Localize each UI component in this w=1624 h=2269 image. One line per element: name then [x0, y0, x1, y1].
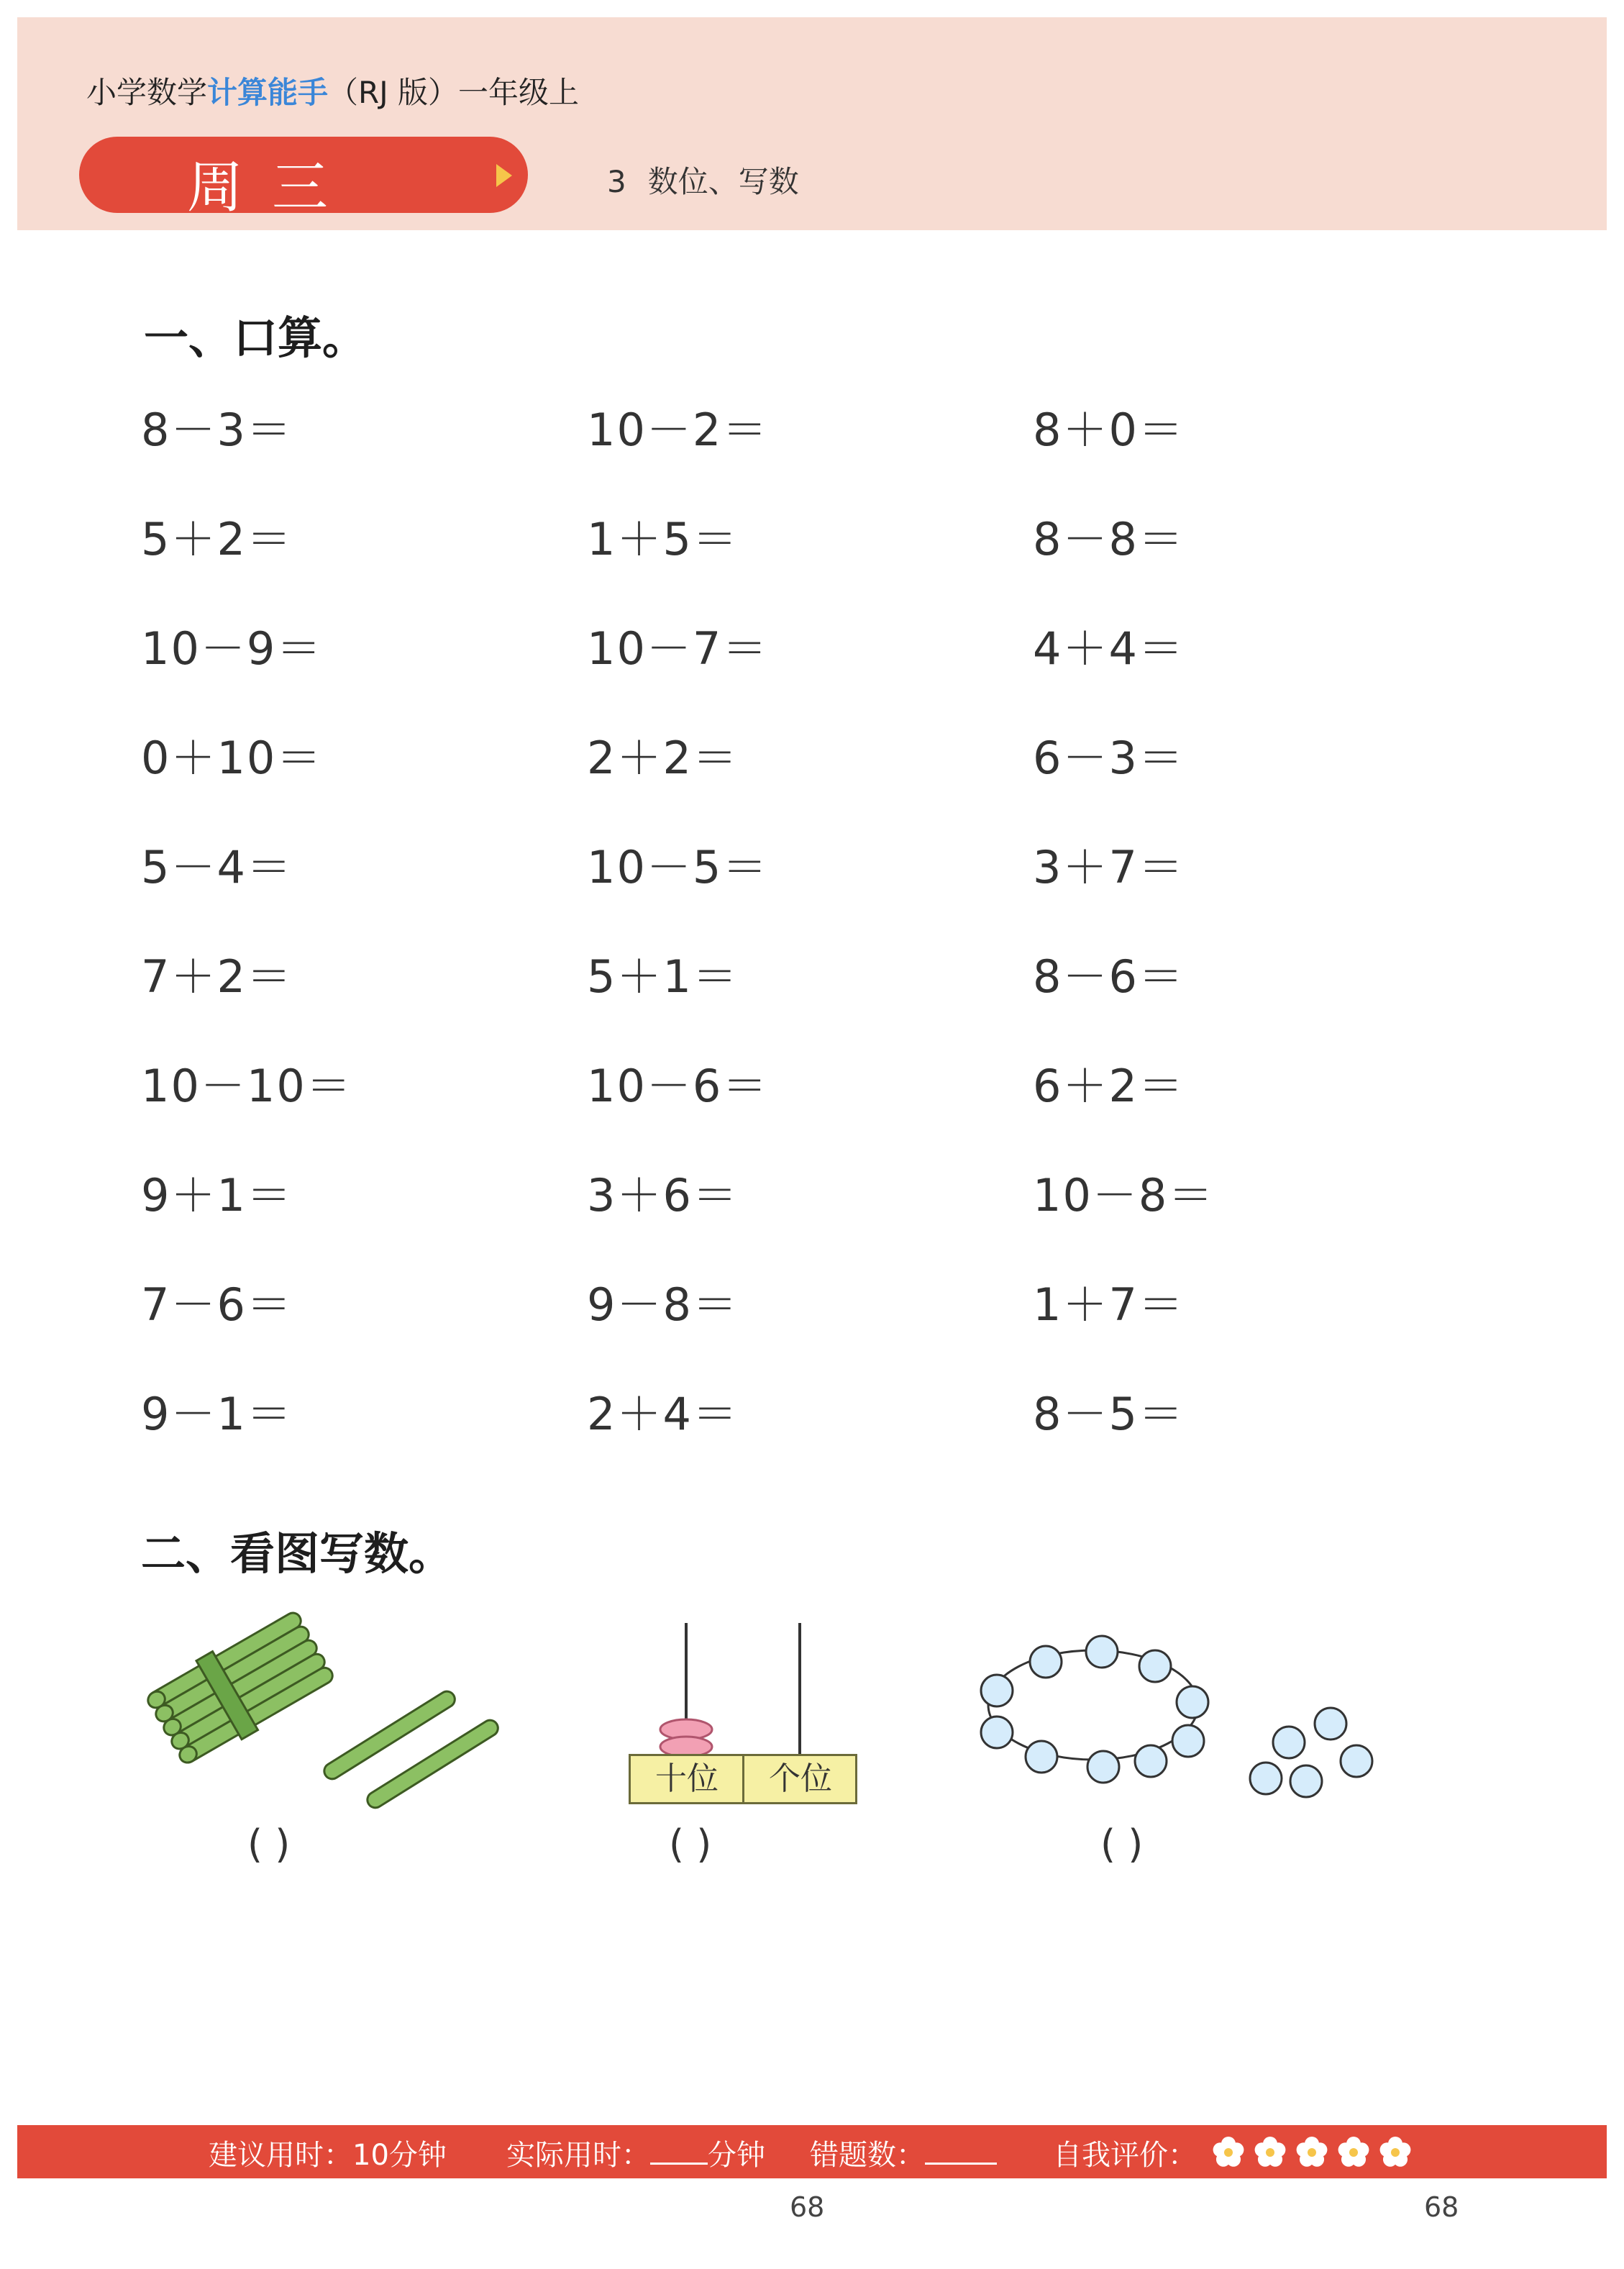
- circle: [1030, 1646, 1062, 1678]
- ring-circles: [981, 1636, 1208, 1783]
- flower-rating-icon[interactable]: [1253, 2135, 1287, 2170]
- circle: [1250, 1763, 1282, 1794]
- math-problem: 6＋2＝: [1033, 1060, 1185, 1112]
- circle: [1177, 1686, 1208, 1718]
- flower-rating-icon[interactable]: [1378, 2135, 1413, 2170]
- math-problem: 8－3＝: [141, 404, 293, 456]
- circle: [1086, 1636, 1118, 1668]
- answer-blank-abacus[interactable]: ( ): [669, 1822, 712, 1867]
- circle: [1135, 1745, 1167, 1777]
- math-problem: 5＋1＝: [587, 950, 739, 1003]
- self-evaluation-flowers: [1211, 2135, 1413, 2170]
- section-2-title: 二、看图写数。: [141, 1527, 454, 1580]
- tens-place-label: 十位: [655, 1760, 719, 1797]
- math-problem: 2＋4＝: [587, 1388, 739, 1440]
- page-number-right: 68: [1424, 2191, 1459, 2223]
- math-problem: 3＋7＝: [1033, 841, 1185, 893]
- circle: [1341, 1745, 1372, 1777]
- circle: [1087, 1751, 1119, 1783]
- math-problem: 10－5＝: [587, 841, 769, 893]
- day-badge: [79, 137, 528, 220]
- math-problem: 10－7＝: [587, 622, 769, 675]
- actual-time-label: 实际用时：: [506, 2139, 650, 2172]
- math-problem: 9－1＝: [141, 1388, 293, 1440]
- circle: [1172, 1725, 1204, 1757]
- math-problem: 8－5＝: [1033, 1388, 1185, 1440]
- math-problem: 10－9＝: [141, 622, 323, 675]
- math-problem: 6－3＝: [1033, 732, 1185, 784]
- math-problem: 8＋0＝: [1033, 404, 1185, 456]
- mental-math-grid: [141, 394, 1292, 1488]
- flower-rating-icon[interactable]: [1336, 2135, 1371, 2170]
- math-problem: 9＋1＝: [141, 1169, 293, 1222]
- circle: [1026, 1741, 1057, 1773]
- book-title-prefix: 小学数学: [86, 75, 208, 110]
- circles-figure: [975, 1633, 1378, 1813]
- circle: [981, 1716, 1013, 1748]
- math-problem: 4＋4＝: [1033, 622, 1185, 675]
- actual-time-unit: 分钟: [708, 2139, 765, 2172]
- stick-bundle: [142, 1605, 339, 1770]
- day-label: 周三: [187, 155, 357, 220]
- abacus-figure: [629, 1623, 857, 1757]
- math-problem: 5－4＝: [141, 841, 293, 893]
- lesson-heading: [607, 158, 799, 201]
- footer-bar: [17, 2125, 1607, 2178]
- math-problem: 1＋5＝: [587, 513, 739, 565]
- ones-place-label: 个位: [769, 1760, 832, 1797]
- error-count: [810, 2132, 997, 2173]
- math-problem: 9－8＝: [587, 1278, 739, 1331]
- book-title: [86, 69, 579, 112]
- math-problem: 7＋2＝: [141, 950, 293, 1003]
- flower-rating-icon[interactable]: [1211, 2135, 1246, 2170]
- self-evaluation-label: 自我评价：: [1053, 2139, 1197, 2172]
- flower-rating-icon[interactable]: [1295, 2135, 1329, 2170]
- actual-time-blank[interactable]: [650, 2138, 708, 2165]
- suggested-time: 建议用时：10分钟: [209, 2139, 447, 2172]
- page-number-left: 68: [790, 2191, 825, 2223]
- math-problem: 0＋10＝: [141, 732, 323, 784]
- book-title-highlight: 计算能手: [207, 75, 329, 110]
- actual-time: [506, 2132, 765, 2173]
- circle: [981, 1675, 1013, 1706]
- loose-circles: [1250, 1708, 1372, 1797]
- page-header: [17, 17, 1607, 230]
- abacus-place-value-label: [629, 1754, 857, 1804]
- play-arrow-icon: [496, 164, 512, 187]
- lesson-number: 3: [607, 164, 626, 199]
- section-1-title: 一、口算。: [144, 312, 368, 364]
- math-problem: 5＋2＝: [141, 513, 293, 565]
- math-problem: 3＋6＝: [587, 1169, 739, 1222]
- circle: [1315, 1708, 1346, 1740]
- math-problem: 7－6＝: [141, 1278, 293, 1331]
- circle: [1139, 1650, 1171, 1682]
- math-problem: 10－10＝: [141, 1060, 352, 1112]
- math-problem: 10－8＝: [1033, 1169, 1215, 1222]
- math-problem: 10－2＝: [587, 404, 769, 456]
- error-count-blank[interactable]: [925, 2138, 997, 2165]
- circle: [1273, 1727, 1305, 1758]
- error-count-label: 错题数：: [810, 2139, 925, 2172]
- circle: [1290, 1765, 1322, 1797]
- math-problem: 1＋7＝: [1033, 1278, 1185, 1331]
- answer-blank-sticks[interactable]: ( ): [247, 1822, 291, 1867]
- sticks-figure: [129, 1604, 518, 1820]
- math-problem: 8－8＝: [1033, 513, 1185, 565]
- math-problem: 2＋2＝: [587, 732, 739, 784]
- answer-blank-circles[interactable]: ( ): [1100, 1822, 1144, 1867]
- math-problem: 10－6＝: [587, 1060, 769, 1112]
- book-title-suffix: （RJ 版）一年级上: [328, 75, 579, 110]
- lesson-title: 数位、写数: [647, 164, 799, 199]
- math-problem: 8－6＝: [1033, 950, 1185, 1003]
